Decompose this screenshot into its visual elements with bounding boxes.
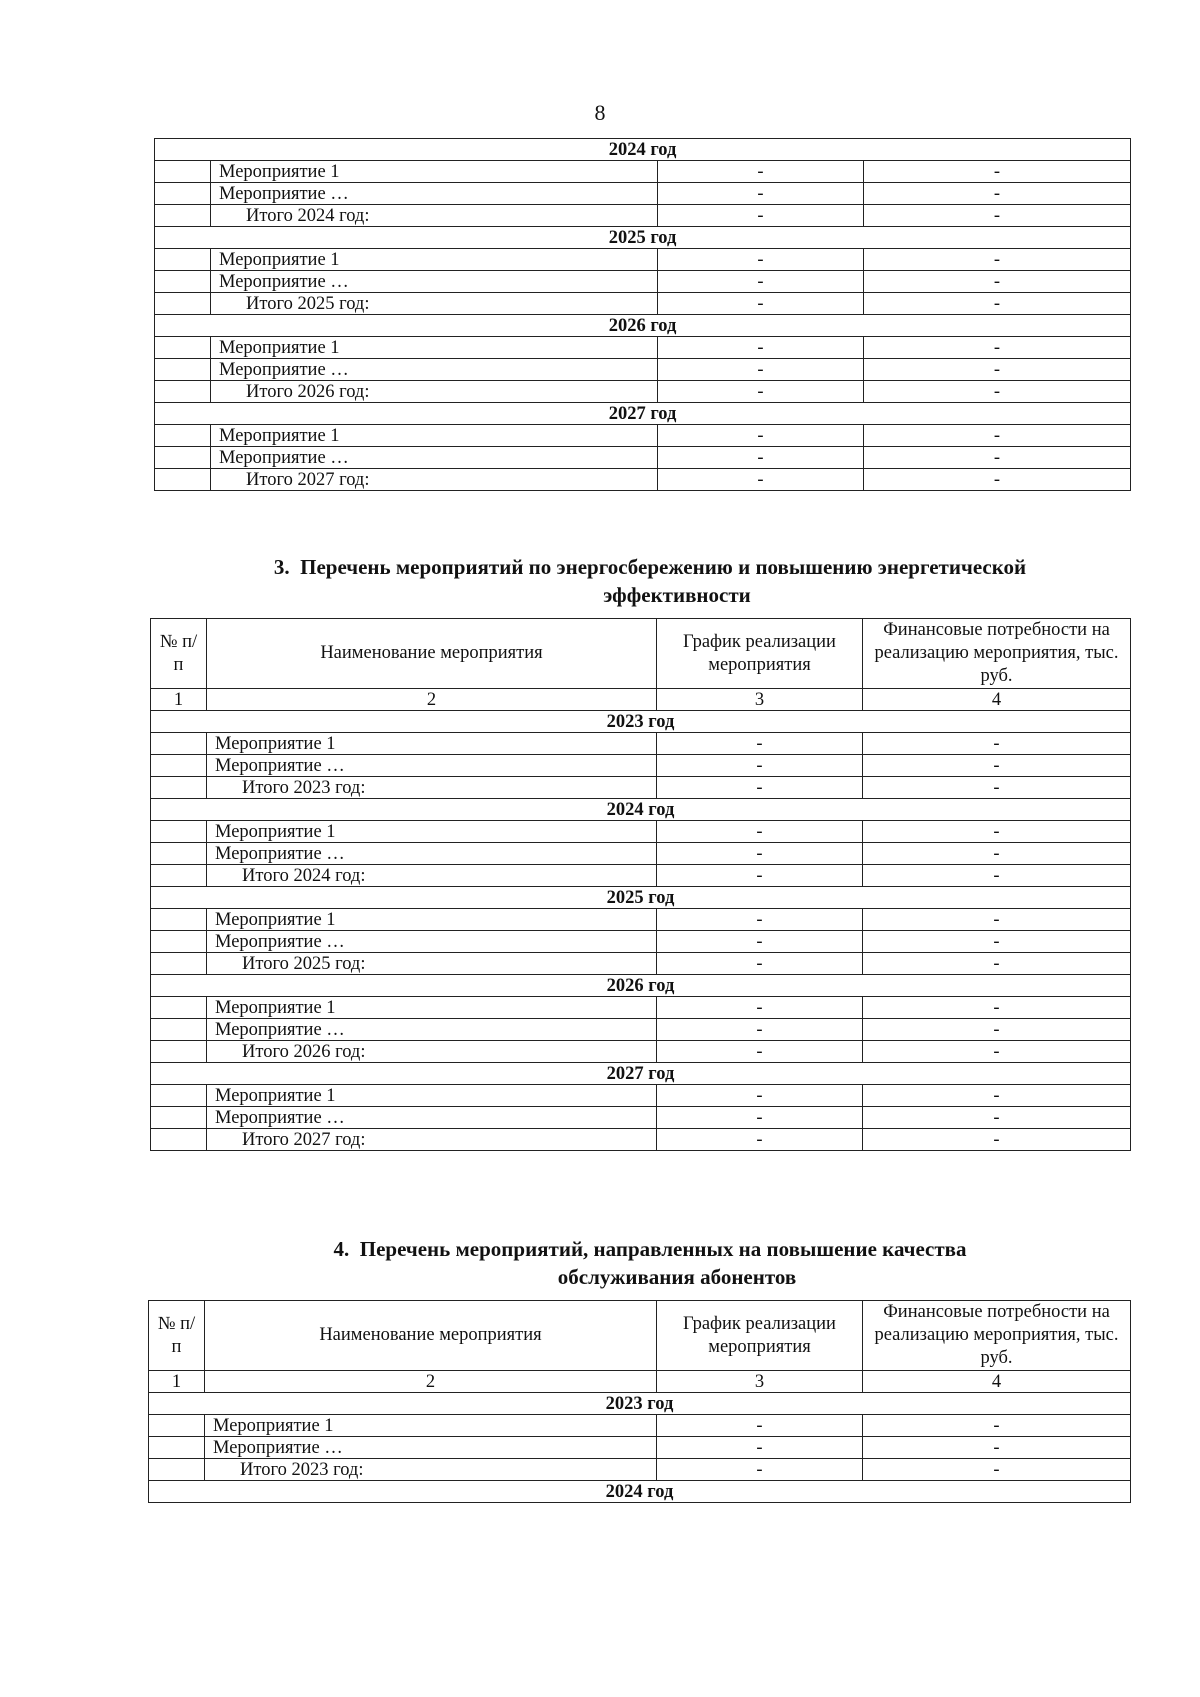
cell-name: Мероприятие … xyxy=(207,843,657,865)
cell-finance: - xyxy=(864,469,1131,491)
header-finance: Финансовые потребности на реализацию мероприятия, тыс. руб. xyxy=(863,619,1131,689)
cell-finance: - xyxy=(864,183,1131,205)
cell-no xyxy=(151,777,207,799)
cell-name: Мероприятие 1 xyxy=(207,821,657,843)
cell-name: Мероприятие 1 xyxy=(211,337,658,359)
cell-name: Мероприятие 1 xyxy=(207,909,657,931)
cell-finance: - xyxy=(863,1107,1131,1129)
table-continued xyxy=(154,138,1131,491)
cell-finance: - xyxy=(863,1437,1131,1459)
cell-schedule: - xyxy=(657,1459,863,1481)
cell-no xyxy=(155,381,211,403)
cell-name: Мероприятие … xyxy=(207,931,657,953)
cell-name: Мероприятие 1 xyxy=(211,249,658,271)
cell-no xyxy=(155,469,211,491)
cell-name: Мероприятие … xyxy=(211,447,658,469)
cell-finance: - xyxy=(864,447,1131,469)
total-row xyxy=(149,1459,1131,1481)
table-section-4 xyxy=(148,1300,1131,1503)
cell-no xyxy=(155,183,211,205)
total-row xyxy=(151,865,1131,887)
section-4-title-line1: 4. Перечень мероприятий, направленных на повышение качества xyxy=(333,1237,967,1261)
cell-schedule: - xyxy=(657,1437,863,1459)
cell-no xyxy=(151,997,207,1019)
section-3-title-line2: эффективности xyxy=(603,583,751,607)
cell-schedule: - xyxy=(658,425,864,447)
cell-finance: - xyxy=(863,1041,1131,1063)
cell-no xyxy=(155,293,211,315)
year-row xyxy=(151,975,1131,997)
cell-finance: - xyxy=(864,205,1131,227)
year-label: 2025 год xyxy=(155,227,1131,249)
column-number: 3 xyxy=(657,689,863,711)
table-row xyxy=(151,755,1131,777)
year-row xyxy=(151,711,1131,733)
section-3-title-line1: 3. Перечень мероприятий по энергосбережению и повышению энергетической xyxy=(273,555,1027,579)
cell-schedule: - xyxy=(658,337,864,359)
year-label: 2026 год xyxy=(155,315,1131,337)
cell-no xyxy=(151,1107,207,1129)
cell-schedule: - xyxy=(658,183,864,205)
total-row xyxy=(155,381,1131,403)
cell-schedule: - xyxy=(658,447,864,469)
cell-finance: - xyxy=(863,843,1131,865)
cell-name: Мероприятие 1 xyxy=(207,733,657,755)
header-no: № п/п xyxy=(151,619,207,689)
cell-no xyxy=(151,1041,207,1063)
cell-finance: - xyxy=(863,777,1131,799)
year-label: 2023 год xyxy=(149,1393,1131,1415)
total-row xyxy=(155,293,1131,315)
cell-finance: - xyxy=(864,359,1131,381)
table-row xyxy=(155,359,1131,381)
cell-schedule: - xyxy=(658,161,864,183)
cell-no xyxy=(149,1415,205,1437)
table-row xyxy=(151,1107,1131,1129)
cell-no xyxy=(155,447,211,469)
cell-no xyxy=(151,1085,207,1107)
cell-no xyxy=(151,953,207,975)
cell-schedule: - xyxy=(658,205,864,227)
year-row xyxy=(151,799,1131,821)
column-number: 1 xyxy=(151,689,207,711)
cell-schedule: - xyxy=(658,469,864,491)
cell-no xyxy=(149,1437,205,1459)
table-row xyxy=(149,1415,1131,1437)
cell-no xyxy=(149,1459,205,1481)
cell-finance: - xyxy=(863,909,1131,931)
cell-finance: - xyxy=(863,997,1131,1019)
cell-total-name: Итого 2024 год: xyxy=(211,205,658,227)
cell-schedule: - xyxy=(658,271,864,293)
cell-no xyxy=(151,865,207,887)
cell-schedule: - xyxy=(658,359,864,381)
total-row xyxy=(155,205,1131,227)
year-row xyxy=(149,1393,1131,1415)
section-3-title xyxy=(180,553,1120,609)
section-4-title-line2: обслуживания абонентов xyxy=(557,1265,797,1289)
column-number: 2 xyxy=(205,1371,657,1393)
cell-finance: - xyxy=(863,821,1131,843)
cell-finance: - xyxy=(863,1129,1131,1151)
cell-no xyxy=(151,1129,207,1151)
column-number: 4 xyxy=(863,1371,1131,1393)
cell-schedule: - xyxy=(657,909,863,931)
year-label: 2027 год xyxy=(151,1063,1131,1085)
year-row xyxy=(151,1063,1131,1085)
cell-schedule: - xyxy=(657,821,863,843)
table-row xyxy=(155,183,1131,205)
total-row xyxy=(151,1129,1131,1151)
column-number: 2 xyxy=(207,689,657,711)
cell-finance: - xyxy=(864,293,1131,315)
table-row xyxy=(151,843,1131,865)
cell-no xyxy=(151,931,207,953)
cell-name: Мероприятие 1 xyxy=(211,161,658,183)
cell-name: Мероприятие … xyxy=(207,1107,657,1129)
table-row xyxy=(151,931,1131,953)
cell-finance: - xyxy=(863,953,1131,975)
cell-schedule: - xyxy=(657,997,863,1019)
cell-no xyxy=(155,359,211,381)
table-row xyxy=(155,161,1131,183)
column-number-row xyxy=(149,1371,1131,1393)
cell-name: Мероприятие … xyxy=(211,359,658,381)
column-number-row xyxy=(151,689,1131,711)
year-row xyxy=(149,1481,1131,1503)
total-row xyxy=(151,777,1131,799)
table-header-row xyxy=(149,1301,1131,1371)
cell-no xyxy=(155,205,211,227)
column-number: 4 xyxy=(863,689,1131,711)
cell-schedule: - xyxy=(657,1129,863,1151)
header-no: № п/п xyxy=(149,1301,205,1371)
cell-name: Мероприятие 1 xyxy=(211,425,658,447)
table-row xyxy=(155,425,1131,447)
cell-total-name: Итого 2023 год: xyxy=(207,777,657,799)
table-section-3 xyxy=(150,618,1131,1151)
cell-total-name: Итого 2027 год: xyxy=(211,469,658,491)
cell-finance: - xyxy=(863,1459,1131,1481)
total-row xyxy=(151,953,1131,975)
year-row xyxy=(155,227,1131,249)
total-row xyxy=(155,469,1131,491)
cell-total-name: Итого 2026 год: xyxy=(211,381,658,403)
cell-no xyxy=(155,337,211,359)
year-label: 2024 год xyxy=(149,1481,1131,1503)
cell-schedule: - xyxy=(658,293,864,315)
table-row xyxy=(151,733,1131,755)
cell-name: Мероприятие 1 xyxy=(207,1085,657,1107)
cell-no xyxy=(155,271,211,293)
cell-schedule: - xyxy=(657,755,863,777)
cell-no xyxy=(151,733,207,755)
cell-schedule: - xyxy=(657,843,863,865)
table-row xyxy=(155,447,1131,469)
cell-schedule: - xyxy=(657,733,863,755)
table-row xyxy=(151,821,1131,843)
header-finance: Финансовые потребности на реализацию мероприятия, тыс. руб. xyxy=(863,1301,1131,1371)
cell-no xyxy=(151,821,207,843)
cell-finance: - xyxy=(864,425,1131,447)
cell-schedule: - xyxy=(657,1415,863,1437)
column-number: 3 xyxy=(657,1371,863,1393)
cell-finance: - xyxy=(863,733,1131,755)
cell-name: Мероприятие 1 xyxy=(207,997,657,1019)
table-row xyxy=(155,337,1131,359)
table-row xyxy=(151,1019,1131,1041)
cell-finance: - xyxy=(863,1085,1131,1107)
column-number: 1 xyxy=(149,1371,205,1393)
cell-finance: - xyxy=(864,161,1131,183)
cell-schedule: - xyxy=(657,777,863,799)
cell-name: Мероприятие … xyxy=(211,271,658,293)
table-row xyxy=(151,1085,1131,1107)
cell-total-name: Итого 2023 год: xyxy=(205,1459,657,1481)
year-label: 2027 год xyxy=(155,403,1131,425)
header-schedule: График реализации мероприятия xyxy=(657,1301,863,1371)
cell-finance: - xyxy=(863,755,1131,777)
cell-finance: - xyxy=(864,381,1131,403)
cell-finance: - xyxy=(864,249,1131,271)
cell-no xyxy=(151,843,207,865)
cell-finance: - xyxy=(864,337,1131,359)
table-row xyxy=(155,249,1131,271)
total-row xyxy=(151,1041,1131,1063)
table-row xyxy=(155,271,1131,293)
cell-schedule: - xyxy=(658,249,864,271)
page-number: 8 xyxy=(594,100,606,125)
cell-name: Мероприятие … xyxy=(207,755,657,777)
cell-finance: - xyxy=(863,1415,1131,1437)
cell-finance: - xyxy=(863,865,1131,887)
year-row xyxy=(155,139,1131,161)
header-name: Наименование мероприятия xyxy=(205,1301,657,1371)
cell-finance: - xyxy=(864,271,1131,293)
cell-name: Мероприятие … xyxy=(211,183,658,205)
cell-name: Мероприятие … xyxy=(207,1019,657,1041)
cell-total-name: Итого 2027 год: xyxy=(207,1129,657,1151)
cell-no xyxy=(155,161,211,183)
cell-schedule: - xyxy=(657,953,863,975)
cell-total-name: Итого 2025 год: xyxy=(207,953,657,975)
cell-schedule: - xyxy=(657,1085,863,1107)
cell-schedule: - xyxy=(657,1107,863,1129)
cell-no xyxy=(155,425,211,447)
cell-no xyxy=(151,755,207,777)
cell-name: Мероприятие 1 xyxy=(205,1415,657,1437)
table-row xyxy=(149,1437,1131,1459)
header-name: Наименование мероприятия xyxy=(207,619,657,689)
year-row xyxy=(155,315,1131,337)
cell-no xyxy=(151,1019,207,1041)
table-row xyxy=(151,997,1131,1019)
cell-finance: - xyxy=(863,1019,1131,1041)
cell-schedule: - xyxy=(658,381,864,403)
cell-schedule: - xyxy=(657,1019,863,1041)
year-row xyxy=(155,403,1131,425)
cell-no xyxy=(151,909,207,931)
year-label: 2024 год xyxy=(151,799,1131,821)
cell-schedule: - xyxy=(657,931,863,953)
year-label: 2026 год xyxy=(151,975,1131,997)
cell-total-name: Итого 2025 год: xyxy=(211,293,658,315)
cell-schedule: - xyxy=(657,865,863,887)
cell-name: Мероприятие … xyxy=(205,1437,657,1459)
year-row xyxy=(151,887,1131,909)
cell-no xyxy=(155,249,211,271)
header-schedule: График реализации мероприятия xyxy=(657,619,863,689)
cell-finance: - xyxy=(863,931,1131,953)
table-header-row xyxy=(151,619,1131,689)
year-label: 2024 год xyxy=(155,139,1131,161)
cell-total-name: Итого 2026 год: xyxy=(207,1041,657,1063)
year-label: 2023 год xyxy=(151,711,1131,733)
year-label: 2025 год xyxy=(151,887,1131,909)
table-row xyxy=(151,909,1131,931)
section-4-title xyxy=(180,1235,1120,1291)
cell-total-name: Итого 2024 год: xyxy=(207,865,657,887)
cell-schedule: - xyxy=(657,1041,863,1063)
